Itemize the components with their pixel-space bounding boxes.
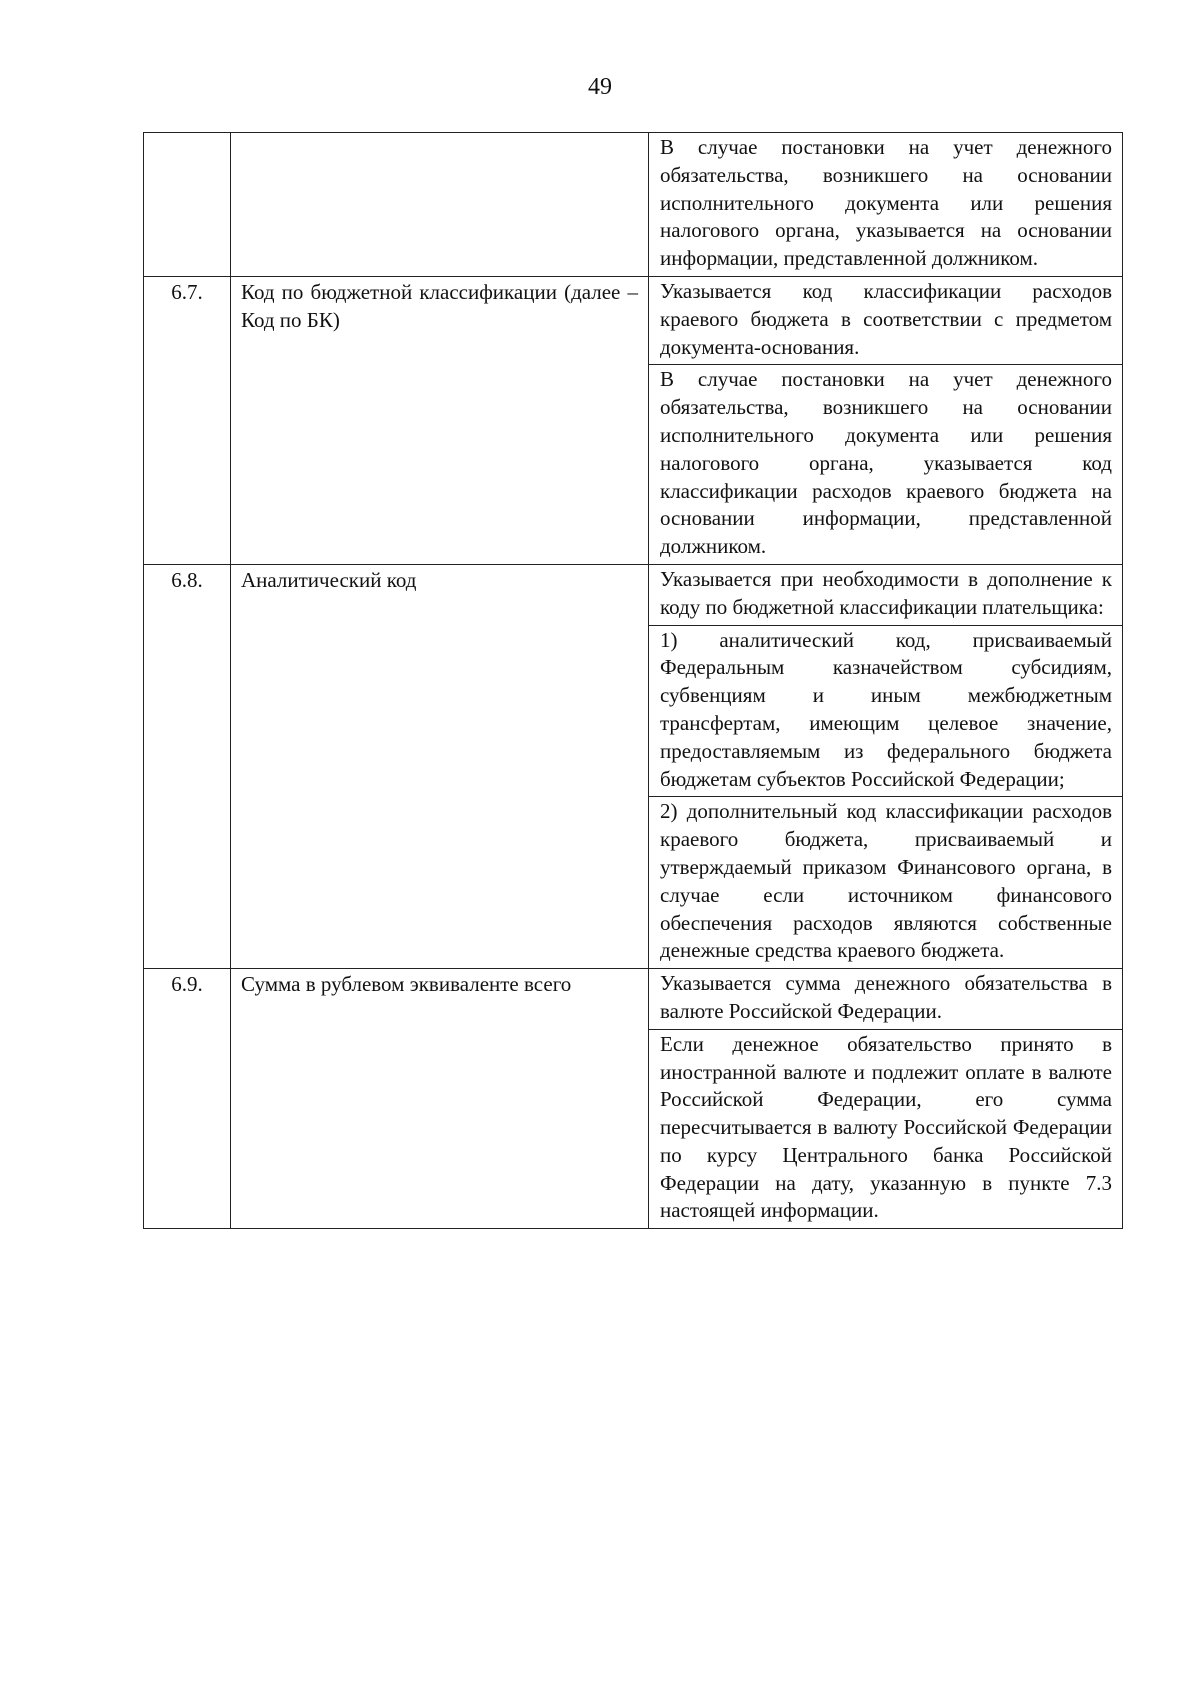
row-description: 1) аналитический код, присваиваемый Федеральным казначейством субсидиям, субвенциям и иным межбюджетным трансфертам, имеющим целевое значение, предоставляемым из федерального бюджета бюджетам субъектов Российской Федерации; (649, 625, 1123, 797)
row-number: 6.9. (144, 969, 231, 1229)
row-number: 6.7. (144, 276, 231, 564)
table-row (144, 133, 1123, 277)
table-row (144, 564, 1123, 625)
row-description: Указывается при необходимости в дополнение к коду по бюджетной классификации плательщика: (649, 564, 1123, 625)
row-description: Указывается сумма денежного обязательства в валюте Российской Федерации. (649, 969, 1123, 1030)
row-name (231, 133, 649, 277)
page-number: 49 (588, 74, 612, 100)
row-description: 2) дополнительный код классификации расходов краевого бюджета, присваиваемый и утверждаемый приказом Финансового органа, в случае если источником финансового обеспечения расходов являются собственные денежные средства краевого бюджета. (649, 797, 1123, 969)
row-name: Сумма в рублевом эквиваленте всего (231, 969, 649, 1229)
table-row (144, 276, 1123, 364)
row-name: Код по бюджетной классификации (далее – Код по БК) (231, 276, 649, 564)
row-number: 6.8. (144, 564, 231, 968)
row-description: Указывается код классификации расходов краевого бюджета в соответствии с предметом документа-основания. (649, 276, 1123, 364)
row-number (144, 133, 231, 277)
table-row (144, 969, 1123, 1030)
row-name: Аналитический код (231, 564, 649, 968)
document-table (143, 132, 1123, 1229)
row-description: Если денежное обязательство принято в иностранной валюте и подлежит оплате в валюте Российской Федерации, его сумма пересчитывается в валюту Российской Федерации по курсу Центрального банка Российской Федерации на дату, указанную в пункте 7.3 настоящей информации. (649, 1029, 1123, 1229)
row-description: В случае постановки на учет денежного обязательства, возникшего на основании исполнительного документа или решения налогового органа, указывается на основании информации, представленной должником. (649, 133, 1123, 277)
row-description: В случае постановки на учет денежного обязательства, возникшего на основании исполнительного документа или решения налогового органа, указывается код классификации расходов краевого бюджета на основании информации, представленной должником. (649, 365, 1123, 565)
